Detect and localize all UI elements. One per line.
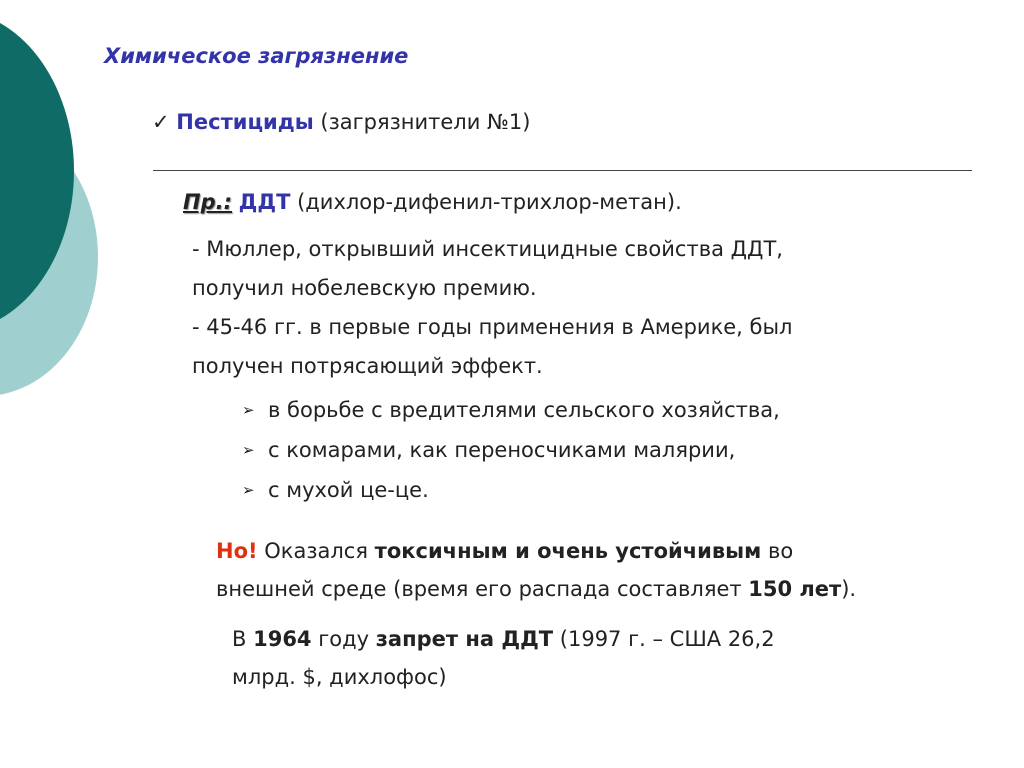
- paragraph-line: получил нобелевскую премию.: [192, 276, 537, 300]
- ban-text: году: [311, 627, 376, 651]
- paragraph-line: получен потрясающий эффект.: [192, 354, 543, 378]
- example-label: Пр.:: [183, 190, 232, 214]
- warning-lead: Но!: [216, 539, 258, 563]
- warning-bold: токсичным и очень устойчивым: [374, 539, 762, 563]
- pesticides-label: Пестициды: [176, 110, 314, 134]
- warning-text: внешней среде (время его распада составляет: [216, 577, 749, 601]
- example-name: ДДТ: [238, 190, 291, 214]
- pesticides-heading: [152, 110, 530, 134]
- arrow-bullet-icon: ➢: [242, 441, 255, 459]
- toxicity-warning: [216, 532, 856, 608]
- bullet-text: в борьбе с вредителями сельского хозяйства,: [268, 398, 780, 422]
- ban-line-2: млрд. $, дихлофос): [232, 665, 447, 689]
- history-paragraph: [192, 230, 972, 386]
- arrow-bullet-icon: ➢: [242, 401, 255, 419]
- ban-year: 1964: [253, 627, 312, 651]
- bullet-text: с мухой це-це.: [268, 478, 429, 502]
- ban-note: [232, 620, 775, 696]
- decay-time: 150 лет: [748, 577, 842, 601]
- ban-bold: запрет на ДДТ: [375, 627, 554, 651]
- warning-text: во: [761, 539, 794, 563]
- divider: [153, 170, 972, 171]
- slide-title: Химическое загрязнение: [104, 44, 409, 68]
- warning-line-1: [216, 532, 856, 570]
- effect-bullet-list: [242, 390, 780, 510]
- list-item: [242, 430, 780, 470]
- paragraph-line: - Мюллер, открывший инсектицидные свойства ДДТ,: [192, 237, 783, 261]
- list-item: [242, 470, 780, 510]
- warning-text: ).: [841, 577, 857, 601]
- list-item: [242, 390, 780, 430]
- example-expansion: (дихлор-дифенил-трихлор-метан).: [297, 190, 682, 214]
- paragraph-line: - 45-46 гг. в первые годы применения в Америке, был: [192, 315, 793, 339]
- arrow-bullet-icon: ➢: [242, 481, 255, 499]
- warning-line-2: [216, 570, 856, 608]
- checkmark-icon: ✓: [152, 110, 170, 134]
- pesticides-note: (загрязнители №1): [320, 110, 531, 134]
- ban-text: В: [232, 627, 254, 651]
- ban-line-1: [232, 620, 775, 658]
- example-line: [183, 190, 682, 214]
- ban-text: (1997 г. – США 26,2: [553, 627, 775, 651]
- bullet-text: с комарами, как переносчиками малярии,: [268, 438, 736, 462]
- warning-text: Оказался: [257, 539, 375, 563]
